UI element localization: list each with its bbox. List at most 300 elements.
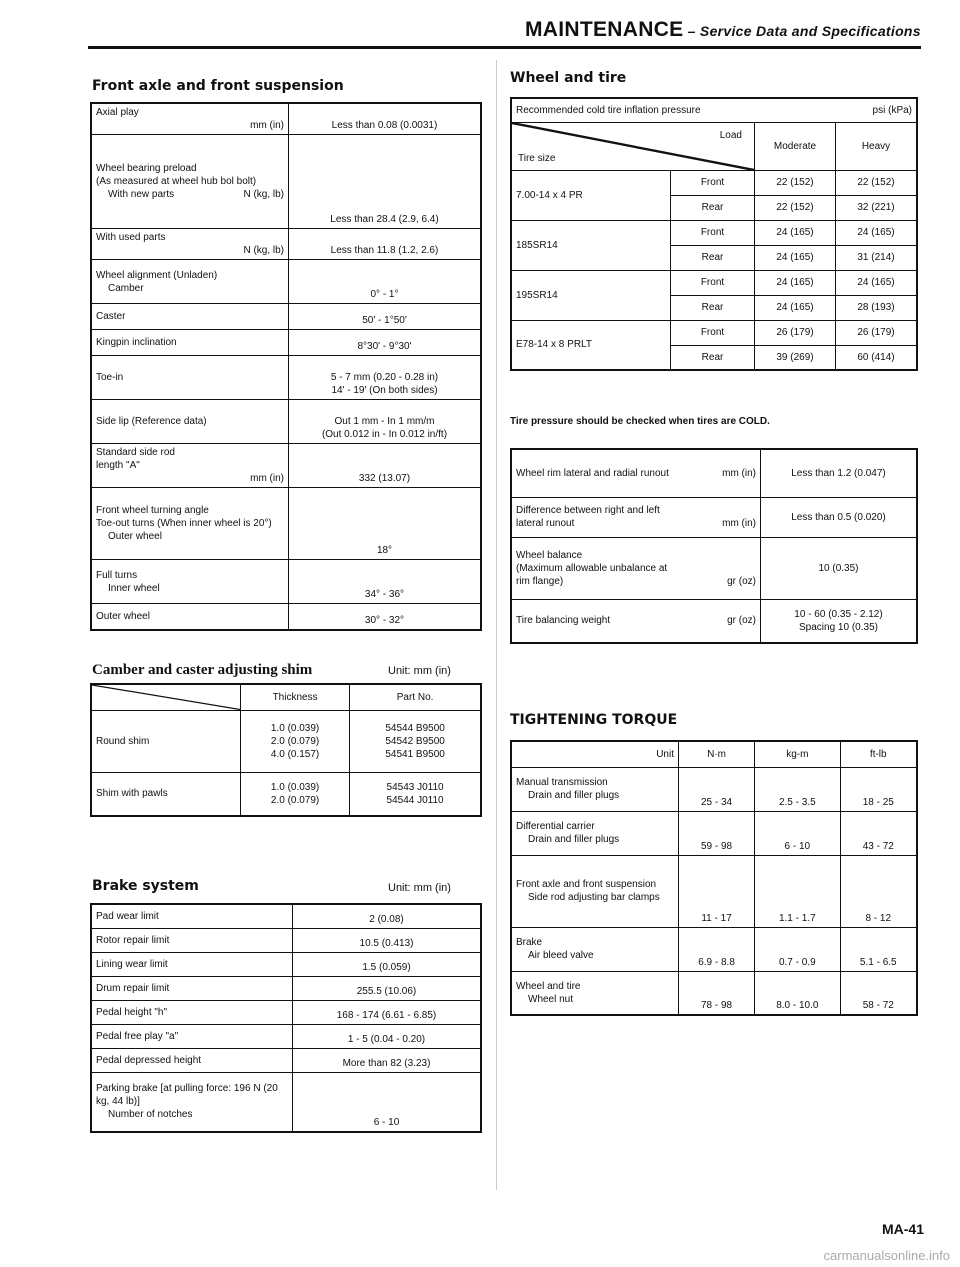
- front-axle-label: Outer wheel: [96, 610, 150, 622]
- tire-row: [511, 170, 917, 195]
- runout-label: Difference between right and left lateral runout: [516, 505, 660, 529]
- front-axle-value-cell: [289, 135, 482, 229]
- tire-position-cell: [671, 320, 755, 345]
- torque-nm: 11 - 17: [701, 912, 732, 924]
- page-number: MA-41: [881, 1221, 924, 1237]
- tire-moderate-cell: [755, 270, 836, 295]
- brake-label-cell: [91, 1024, 293, 1048]
- tire-position: Front: [700, 177, 725, 188]
- runout-row: [511, 449, 917, 497]
- shim-header-thickness: Thickness: [241, 684, 350, 710]
- shim-part: 54543 J0110 54544 J0110: [386, 781, 444, 806]
- torque-nm: 59 - 98: [700, 840, 733, 852]
- tire-moderate: 24 (165): [776, 227, 814, 238]
- torque-ftlb-cell: [840, 927, 917, 971]
- front-axle-subline: [96, 530, 284, 543]
- shim-name-cell: [91, 772, 241, 816]
- front-axle-value: Less than 28.4 (2.9, 6.4): [330, 214, 439, 225]
- torque-row: [511, 927, 917, 971]
- torque-group: Manual transmission: [516, 777, 608, 788]
- torque-header-unit: Unit: [511, 741, 679, 767]
- front-axle-value-cell: [289, 260, 482, 304]
- torque-nm-cell: [679, 971, 755, 1015]
- runout-label-wrap: [516, 549, 756, 588]
- torque-group: Brake: [516, 937, 543, 948]
- front-axle-value-cell: [289, 604, 482, 630]
- brake-label-cell: [91, 952, 293, 976]
- front-axle-label-cell: [91, 103, 289, 135]
- brake-row: [91, 1072, 481, 1132]
- front-axle-label-cell: [91, 604, 289, 630]
- shim-name: Shim with pawls: [96, 788, 168, 800]
- front-axle-value-cell: [289, 304, 482, 330]
- tire-position: Front: [700, 327, 725, 338]
- tire-moderate: 24 (165): [776, 252, 814, 263]
- size-label: Tire size: [518, 153, 556, 164]
- front-axle-row: [91, 103, 481, 135]
- brake-table: [90, 903, 482, 1133]
- torque-label-cell: [511, 927, 679, 971]
- shim-part-cell: [350, 710, 481, 772]
- front-axle-subline: [96, 188, 284, 201]
- runout-label: Wheel balance (Maximum allowable unbalance at rim flange): [516, 549, 668, 587]
- torque-header-nm: N·m: [679, 741, 755, 767]
- tire-size-cell: [511, 220, 671, 270]
- tire-header-moderate: Moderate: [755, 122, 836, 170]
- tire-title: Recommended cold tire inflation pressure: [516, 104, 701, 116]
- tire-moderate: 22 (152): [776, 202, 814, 213]
- tire-moderate: 39 (269): [776, 351, 814, 363]
- runout-label-cell: [511, 449, 761, 497]
- front-axle-row: [91, 135, 481, 229]
- torque-nm: 78 - 98: [700, 1000, 733, 1011]
- tire-row: [511, 270, 917, 295]
- runout-value: 10 - 60 (0.35 - 2.12) Spacing 10 (0.35): [794, 608, 883, 633]
- torque-group: Differential carrier: [516, 821, 595, 832]
- torque-header-ftlb: ft-lb: [840, 741, 917, 767]
- front-axle-label-cell: [91, 488, 289, 560]
- brake-label-cell: [91, 1048, 293, 1072]
- brake-unit: Unit: mm (in): [388, 882, 451, 894]
- load-label: Load: [719, 130, 742, 141]
- front-axle-row: [91, 400, 481, 444]
- torque-header-kgm: kg-m: [755, 741, 840, 767]
- front-axle-label: Toe-in: [96, 372, 124, 383]
- tire-header-heavy: Heavy: [836, 122, 918, 170]
- brake-heading: Brake system: [92, 878, 199, 894]
- wheel-heading: Wheel and tire: [510, 70, 627, 86]
- brake-value: 255.5 (10.06): [356, 985, 417, 997]
- front-axle-value-cell: [289, 488, 482, 560]
- brake-value-cell: [293, 928, 482, 952]
- brake-label: Pedal height "h": [96, 1006, 168, 1018]
- brake-label: Rotor repair limit: [96, 934, 170, 946]
- torque-label-cell: [511, 971, 679, 1015]
- header-title: MAINTENANCE: [525, 18, 684, 41]
- brake-value: 1.5 (0.059): [362, 961, 411, 973]
- runout-unit: gr (oz): [727, 615, 756, 627]
- tire-heavy: 31 (214): [857, 252, 895, 263]
- brake-row: [91, 1024, 481, 1048]
- torque-kgm-cell: [755, 971, 840, 1015]
- front-axle-heading: Front axle and front suspension: [92, 78, 344, 94]
- brake-row: [91, 976, 481, 1000]
- torque-ftlb: 58 - 72: [862, 1000, 894, 1011]
- tire-moderate-cell: [755, 245, 836, 270]
- tire-size: 7.00-14 x 4 PR: [516, 189, 583, 201]
- front-axle-sublabel: Outer wheel: [108, 531, 162, 542]
- front-axle-label-cell: [91, 400, 289, 444]
- front-axle-label: Full turns: [96, 569, 138, 581]
- tire-moderate: 24 (165): [776, 277, 814, 288]
- front-axle-value: Less than 0.08 (0.0031): [331, 120, 438, 131]
- tire-moderate-cell: [755, 320, 836, 345]
- tire-position-cell: [671, 220, 755, 245]
- shim-name-cell: [91, 710, 241, 772]
- tire-position: Rear: [701, 202, 724, 213]
- runout-label-wrap: [516, 504, 756, 530]
- torque-ftlb-cell: [840, 811, 917, 855]
- front-axle-value: Less than 11.8 (1.2, 2.6): [330, 245, 439, 256]
- runout-row: [511, 599, 917, 643]
- shim-heading: Camber and caster adjusting shim: [92, 662, 313, 678]
- tire-size-cell: [511, 170, 671, 220]
- torque-nm-cell: [679, 855, 755, 927]
- shim-part-cell: [350, 772, 481, 816]
- runout-row: [511, 537, 917, 599]
- tire-position-cell: [671, 345, 755, 370]
- tire-moderate-cell: [755, 195, 836, 220]
- tire-row: [511, 220, 917, 245]
- shim-diag-cell: [91, 684, 241, 710]
- brake-value-cell: [293, 952, 482, 976]
- front-axle-value-cell: [289, 103, 482, 135]
- front-axle-label-cell: [91, 444, 289, 488]
- brake-value: 6 - 10: [373, 1117, 400, 1128]
- front-axle-row: [91, 604, 481, 630]
- tire-title-row: [511, 98, 917, 122]
- runout-unit: mm (in): [722, 467, 756, 479]
- brake-label-cell: [91, 1072, 293, 1132]
- tire-heavy-cell: [836, 345, 918, 370]
- tire-moderate-cell: [755, 220, 836, 245]
- tire-heavy: 22 (152): [857, 177, 895, 188]
- front-axle-label-cell: [91, 560, 289, 604]
- torque-nm: 25 - 34: [700, 796, 733, 808]
- runout-value-cell: [761, 537, 918, 599]
- brake-label-cell: [91, 976, 293, 1000]
- front-axle-label: Caster: [96, 311, 126, 322]
- torque-heading: TIGHTENING TORQUE: [510, 712, 678, 728]
- tire-heavy: 28 (193): [857, 302, 895, 313]
- brake-row: [91, 928, 481, 952]
- brake-value-cell: [293, 1072, 482, 1132]
- torque-nm-cell: [679, 811, 755, 855]
- torque-kgm-cell: [755, 811, 840, 855]
- front-axle-row: [91, 356, 481, 400]
- torque-kgm: 2.5 - 3.5: [778, 796, 816, 808]
- brake-value-cell: [293, 904, 482, 928]
- front-axle-value-cell: [289, 229, 482, 260]
- torque-row: [511, 811, 917, 855]
- tire-position-cell: [671, 270, 755, 295]
- front-axle-row: [91, 229, 481, 260]
- runout-label-wrap: [516, 467, 756, 480]
- tire-heavy: 32 (221): [857, 202, 895, 213]
- brake-label-cell: [91, 928, 293, 952]
- shim-name: Round shim: [96, 735, 150, 747]
- shim-part: 54544 B9500 54542 B9500 54541 B9500: [385, 722, 445, 760]
- brake-row: [91, 904, 481, 928]
- column-divider: [496, 60, 497, 1190]
- front-axle-label-cell: [91, 229, 289, 260]
- header-rule: [88, 46, 921, 49]
- front-axle-value: 34° - 36°: [364, 589, 405, 600]
- front-axle-label: Wheel alignment (Unladen): [96, 269, 218, 281]
- front-axle-value: 5 - 7 mm (0.20 - 0.28 in) 14' - 19' (On both sides): [330, 372, 439, 396]
- front-axle-label-cell: [91, 356, 289, 400]
- shim-thickness: 1.0 (0.039) 2.0 (0.079) 4.0 (0.157): [270, 722, 320, 760]
- torque-label-cell: [511, 855, 679, 927]
- tire-moderate-cell: [755, 345, 836, 370]
- shim-table: [90, 683, 482, 817]
- front-axle-sublabel: Inner wheel: [108, 582, 160, 594]
- runout-value-cell: [761, 599, 918, 643]
- front-axle-value: 0° - 1°: [370, 289, 399, 300]
- brake-label: Parking brake [at pulling force: 196 N (20 kg, 44 lb)]: [96, 1083, 278, 1108]
- tire-heavy: 26 (179): [857, 327, 895, 338]
- tire-size: E78-14 x 8 PRLT: [516, 339, 592, 351]
- torque-row: [511, 855, 917, 927]
- torque-ftlb: 5.1 - 6.5: [859, 956, 897, 968]
- torque-ftlb-cell: [840, 767, 917, 811]
- brake-value: 1 - 5 (0.04 - 0.20): [347, 1033, 426, 1045]
- runout-label-cell: [511, 599, 761, 643]
- runout-unit: gr (oz): [727, 575, 756, 587]
- runout-value-cell: [761, 449, 918, 497]
- brake-label-cell: [91, 904, 293, 928]
- torque-group: Wheel and tire: [516, 980, 581, 992]
- header-subtitle: – Service Data and Specifications: [683, 23, 921, 39]
- runout-label-wrap: [516, 614, 756, 627]
- tire-moderate: 22 (152): [776, 177, 814, 188]
- front-axle-value-cell: [289, 444, 482, 488]
- torque-label-cell: [511, 767, 679, 811]
- shim-thickness-cell: [241, 772, 350, 816]
- torque-kgm: 1.1 - 1.7: [778, 912, 816, 924]
- brake-value-cell: [293, 1000, 482, 1024]
- front-axle-row: [91, 260, 481, 304]
- torque-kgm: 6 - 10: [784, 840, 811, 852]
- torque-ftlb-cell: [840, 855, 917, 927]
- front-axle-label: Kingpin inclination: [96, 337, 177, 348]
- tire-heavy-cell: [836, 270, 918, 295]
- brake-value: 168 - 174 (6.61 - 6.85): [336, 1009, 437, 1021]
- tire-title-unit: psi (kPa): [872, 104, 912, 116]
- brake-value: More than 82 (3.23): [342, 1057, 431, 1069]
- front-axle-subline: [96, 119, 284, 132]
- front-axle-table: [90, 102, 482, 631]
- runout-unit: mm (in): [722, 518, 756, 529]
- runout-value-cell: [761, 497, 918, 537]
- torque-kgm-cell: [755, 927, 840, 971]
- tire-moderate: 26 (179): [776, 327, 814, 338]
- torque-nm: 6.9 - 8.8: [698, 956, 735, 968]
- page-header: [525, 18, 921, 42]
- tire-row: [511, 320, 917, 345]
- torque-nm-cell: [679, 927, 755, 971]
- front-axle-label-cell: [91, 330, 289, 356]
- runout-value: 10 (0.35): [818, 562, 859, 574]
- torque-kgm-cell: [755, 767, 840, 811]
- tire-position: Rear: [701, 351, 724, 363]
- tire-heavy-cell: [836, 320, 918, 345]
- front-axle-label-cell: [91, 304, 289, 330]
- torque-row: [511, 971, 917, 1015]
- tire-heavy-cell: [836, 245, 918, 270]
- brake-label: Lining wear limit: [96, 958, 168, 970]
- tire-position: Rear: [701, 302, 724, 313]
- front-axle-subline: [96, 282, 284, 295]
- tire-note: Tire pressure should be checked when tires are COLD.: [510, 416, 770, 427]
- torque-nm-cell: [679, 767, 755, 811]
- torque-kgm: 8.0 - 10.0: [776, 1000, 819, 1011]
- front-axle-label: Standard side rod length "A": [96, 447, 175, 471]
- torque-kgm: 0.7 - 0.9: [778, 956, 816, 968]
- torque-item: Wheel nut: [528, 993, 574, 1005]
- shim-thickness: 1.0 (0.039) 2.0 (0.079): [270, 781, 320, 806]
- brake-value: 10.5 (0.413): [359, 937, 414, 949]
- tire-position: Rear: [701, 252, 724, 263]
- brake-label-cell: [91, 1000, 293, 1024]
- tire-diag-cell: [511, 122, 755, 170]
- shim-thickness-cell: [241, 710, 350, 772]
- tire-pressure-table: [510, 97, 918, 371]
- brake-value-cell: [293, 976, 482, 1000]
- runout-label: Tire balancing weight: [516, 615, 611, 627]
- front-axle-unit: N (kg, lb): [243, 245, 284, 256]
- shim-row: [91, 710, 481, 772]
- front-axle-value: 8°30' - 9°30': [357, 341, 412, 352]
- runout-label-cell: [511, 537, 761, 599]
- torque-group: Front axle and front suspension: [516, 879, 657, 890]
- runout-table: [510, 448, 918, 644]
- torque-item: Drain and filler plugs: [528, 834, 620, 845]
- brake-value-cell: [293, 1048, 482, 1072]
- front-axle-label: Wheel bearing preload (As measured at wheel hub bol bolt): [96, 163, 257, 187]
- brake-row: [91, 1048, 481, 1072]
- brake-label: Pad wear limit: [96, 910, 159, 922]
- front-axle-row: [91, 488, 481, 560]
- torque-item: Side rod adjusting bar clamps: [528, 892, 660, 903]
- front-axle-row: [91, 304, 481, 330]
- runout-row: [511, 497, 917, 537]
- torque-ftlb: 8 - 12: [865, 912, 892, 924]
- torque-ftlb: 43 - 72: [862, 840, 894, 852]
- front-axle-unit: N (kg, lb): [243, 189, 284, 200]
- brake-value: 2 (0.08): [369, 913, 404, 925]
- front-axle-label: With used parts: [96, 232, 166, 243]
- brake-sublabel: Number of notches: [108, 1109, 193, 1121]
- brake-row: [91, 952, 481, 976]
- tire-position-cell: [671, 295, 755, 320]
- tire-heavy-cell: [836, 195, 918, 220]
- front-axle-unit: mm (in): [250, 120, 284, 131]
- torque-table: [510, 740, 918, 1016]
- front-axle-subline: [96, 244, 284, 257]
- tire-position: Front: [700, 277, 725, 288]
- front-axle-row: [91, 444, 481, 488]
- brake-value-cell: [293, 1024, 482, 1048]
- front-axle-sublabel: With new parts: [108, 189, 175, 200]
- tire-position-cell: [671, 195, 755, 220]
- tire-heavy-cell: [836, 220, 918, 245]
- front-axle-unit: mm (in): [250, 473, 284, 484]
- tire-heavy: 24 (165): [857, 277, 895, 288]
- front-axle-label-cell: [91, 260, 289, 304]
- tire-position: Front: [700, 227, 725, 238]
- front-axle-value: 18°: [376, 545, 393, 556]
- front-axle-label: Side lip (Reference data): [96, 416, 207, 427]
- front-axle-sublabel: Camber: [108, 282, 144, 294]
- tire-heavy-cell: [836, 170, 918, 195]
- brake-row: [91, 1000, 481, 1024]
- shim-header-part: Part No.: [350, 684, 481, 710]
- front-axle-value-cell: [289, 330, 482, 356]
- tire-heavy: 24 (165): [857, 227, 895, 238]
- front-axle-subline: [96, 582, 284, 595]
- runout-value: Less than 1.2 (0.047): [791, 467, 886, 479]
- front-axle-subline: [96, 472, 284, 485]
- front-axle-value-cell: [289, 356, 482, 400]
- runout-label-cell: [511, 497, 761, 537]
- front-axle-value: 50' - 1°50': [362, 315, 407, 326]
- tire-heavy-cell: [836, 295, 918, 320]
- tire-moderate-cell: [755, 295, 836, 320]
- front-axle-label-cell: [91, 135, 289, 229]
- front-axle-value-cell: [289, 560, 482, 604]
- torque-ftlb-cell: [840, 971, 917, 1015]
- shim-unit: Unit: mm (in): [388, 665, 451, 677]
- tire-size: 185SR14: [516, 239, 558, 251]
- brake-label: Pedal free play "a": [96, 1030, 179, 1042]
- watermark: carmanualsonline.info: [823, 1248, 950, 1263]
- torque-row: [511, 767, 917, 811]
- front-axle-value: 30° - 32°: [364, 614, 405, 626]
- tire-position-cell: [671, 170, 755, 195]
- torque-ftlb: 18 - 25: [862, 796, 894, 808]
- runout-label: Wheel rim lateral and radial runout: [516, 467, 669, 479]
- tire-heavy: 60 (414): [857, 351, 895, 363]
- torque-item: Air bleed valve: [528, 950, 594, 961]
- front-axle-value: 332 (13.07): [358, 473, 411, 484]
- runout-value: Less than 0.5 (0.020): [791, 511, 886, 523]
- shim-row: [91, 772, 481, 816]
- front-axle-label: Front wheel turning angle Toe-out turns (When inner wheel is 20°): [96, 505, 272, 529]
- front-axle-value: Out 1 mm - In 1 mm/m (Out 0.012 in - In 0.012 in/ft): [321, 416, 448, 440]
- tire-size: 195SR14: [516, 289, 558, 301]
- front-axle-label: Axial play: [96, 107, 139, 118]
- brake-label: Drum repair limit: [96, 982, 170, 994]
- tire-position-cell: [671, 245, 755, 270]
- tire-size-cell: [511, 270, 671, 320]
- tire-moderate: 24 (165): [776, 302, 814, 313]
- torque-item: Drain and filler plugs: [528, 790, 620, 801]
- front-axle-row: [91, 560, 481, 604]
- tire-size-cell: [511, 320, 671, 370]
- front-axle-row: [91, 330, 481, 356]
- torque-label-cell: [511, 811, 679, 855]
